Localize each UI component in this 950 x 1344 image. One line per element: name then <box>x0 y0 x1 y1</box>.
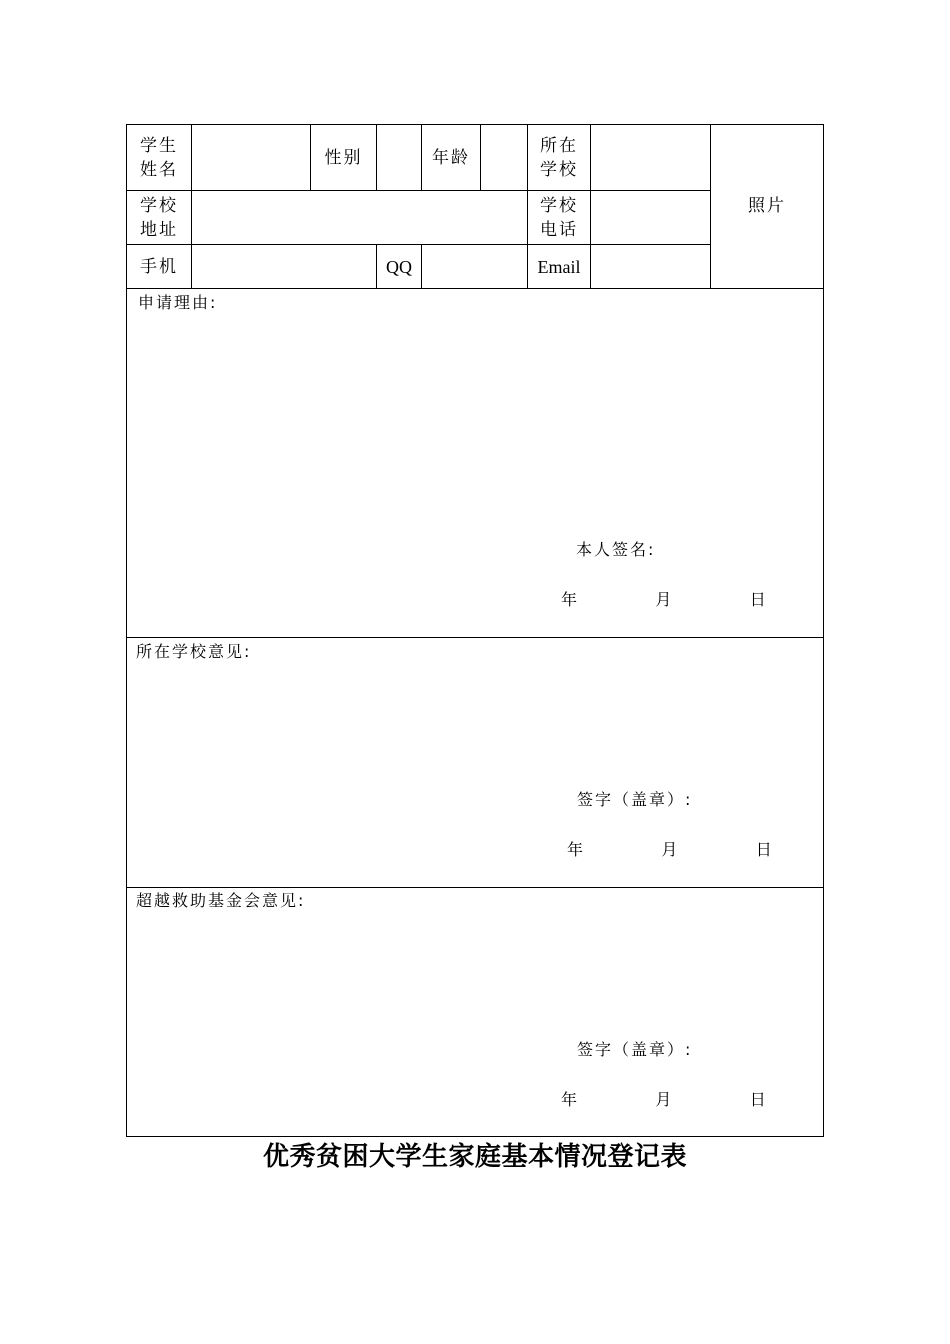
qq-label: QQ <box>386 256 412 277</box>
mobile-label: 手机 <box>140 256 178 277</box>
school-phone-field[interactable] <box>591 191 710 244</box>
age-label: 年龄 <box>432 147 470 168</box>
school-label <box>528 125 590 190</box>
school-address-field[interactable] <box>192 191 527 244</box>
student-name-field[interactable] <box>192 125 310 190</box>
applicant-date-label: 年 月 日 <box>561 590 768 609</box>
foundation-signature-label: 签字（盖章）: <box>577 1040 693 1059</box>
student-name-label-line1: 学生 <box>140 135 178 156</box>
school-date-label: 年 月 日 <box>567 840 774 859</box>
school-label-line1: 所在 <box>540 135 578 156</box>
age-field[interactable] <box>481 125 527 190</box>
applicant-signature-label: 本人签名: <box>576 540 656 559</box>
table-border-right <box>823 124 824 1137</box>
school-address-label-line1: 学校 <box>140 195 178 216</box>
foundation-opinion-label: 超越救助基金会意见: <box>136 891 306 910</box>
student-name-label-line2: 姓名 <box>140 159 178 180</box>
mobile-field[interactable] <box>192 245 376 288</box>
email-label: Email <box>537 256 581 277</box>
school-opinion-label: 所在学校意见: <box>136 642 252 661</box>
form-title: 优秀贫困大学生家庭基本情况登记表 <box>262 1142 687 1172</box>
application-reason-field[interactable] <box>127 289 823 637</box>
school-signature-label: 签字（盖章）: <box>577 790 693 809</box>
school-address-label-line2: 地址 <box>140 219 178 240</box>
school-label-line2: 学校 <box>540 159 578 180</box>
email-field[interactable] <box>591 245 710 288</box>
photo-box[interactable] <box>711 125 823 288</box>
qq-field[interactable] <box>422 245 527 288</box>
gender-label: 性别 <box>324 147 363 168</box>
application-reason-label: 申请理由: <box>138 293 218 312</box>
foundation-date-label: 年 月 日 <box>561 1090 768 1109</box>
photo-label: 照片 <box>748 196 786 216</box>
school-address-label <box>127 191 191 244</box>
school-field[interactable] <box>591 125 710 190</box>
school-phone-label <box>528 191 590 244</box>
school-phone-label-line2: 电话 <box>540 219 578 240</box>
student-name-label <box>127 125 191 190</box>
school-phone-label-line1: 学校 <box>540 195 578 216</box>
gender-field[interactable] <box>377 125 421 190</box>
